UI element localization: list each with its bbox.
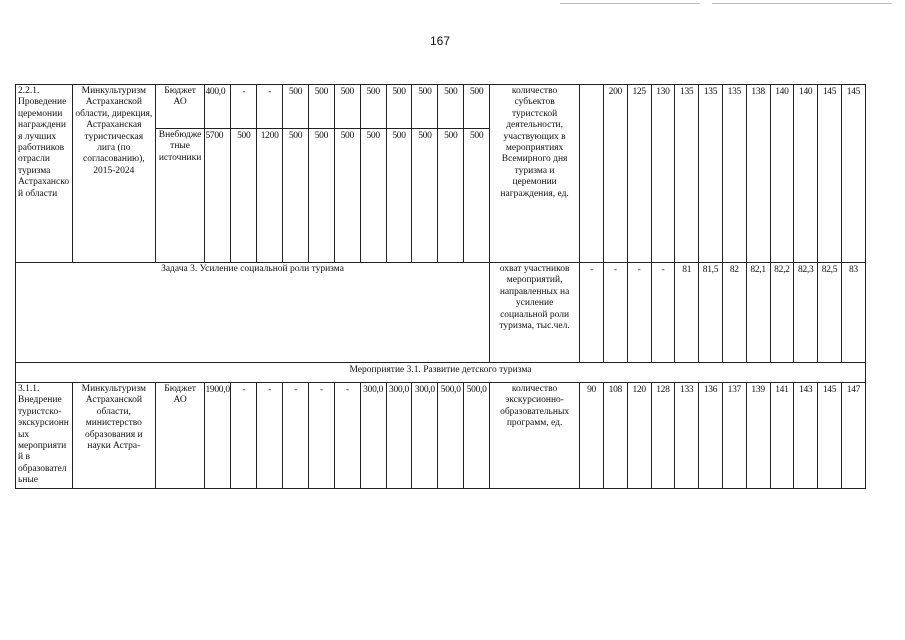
indicator-value: 145 (818, 85, 842, 263)
top-rule-left (560, 3, 700, 4)
indicator-value: 140 (794, 85, 818, 263)
measure-name: 3.1.1. Внедрение туристско-экскурсионных мероприятий в образовательные (16, 383, 73, 489)
indicator-value: 133 (675, 383, 699, 489)
funding-value: 500 (308, 85, 334, 129)
row-2-2-1-budget (16, 85, 866, 129)
row-task-3 (16, 263, 866, 363)
indicator-name: количество экскурсионно-образовательных программ, ед. (490, 383, 580, 489)
funding-value: 500 (438, 85, 464, 129)
indicator-value: 137 (722, 383, 746, 489)
indicator-value: 81 (675, 263, 699, 363)
funding-value: 500 (386, 128, 412, 262)
event-title: Мероприятие 3.1. Развитие детского туризма (16, 363, 866, 383)
executor: Минкультуризм Астраханской области, министерство образования и науки Астра- (72, 383, 155, 489)
funding-value: - (308, 383, 334, 489)
funding-value: - (283, 383, 309, 489)
indicator-value: - (651, 263, 675, 363)
indicator-value: 135 (722, 85, 746, 263)
indicator-value: 108 (603, 383, 627, 489)
indicator-value: 130 (651, 85, 675, 263)
indicator-value: 141 (770, 383, 794, 489)
indicator-value: 81,5 (699, 263, 723, 363)
indicator-value: 120 (627, 383, 651, 489)
funding-value: 500 (283, 85, 309, 129)
funding-value: 5700 (205, 128, 231, 262)
indicator-value: 82,5 (818, 263, 842, 363)
funding-value: 400,0 (205, 85, 231, 129)
funding-value: 500 (360, 128, 386, 262)
indicator-value: 200 (603, 85, 627, 263)
funding-value: 500 (412, 85, 438, 129)
indicator-value: 83 (841, 263, 865, 363)
indicator-value: 140 (770, 85, 794, 263)
indicator-value: 145 (841, 85, 865, 263)
funding-value: 500 (386, 85, 412, 129)
funding-value: 500,0 (464, 383, 490, 489)
page-number: 167 (429, 34, 451, 48)
row-3-1-1 (16, 383, 866, 489)
funding-value: 500 (334, 128, 360, 262)
funding-value: 300,0 (360, 383, 386, 489)
funding-value: 500 (412, 128, 438, 262)
indicator-value: 82 (722, 263, 746, 363)
indicator-value: 135 (699, 85, 723, 263)
indicator-value: 138 (746, 85, 770, 263)
indicator-name: охват участников мероприятий, направленных на усиление социальной роли туризма, тыс.чел. (490, 263, 580, 363)
funding-value: - (231, 383, 257, 489)
funding-value: - (257, 383, 283, 489)
task-title: Задача 3. Усиление социальной роли туризма (16, 263, 490, 363)
indicator-value: 147 (841, 383, 865, 489)
indicator-value: 125 (627, 85, 651, 263)
program-table (15, 84, 866, 489)
indicator-value: 82,3 (794, 263, 818, 363)
funding-value: - (231, 85, 257, 129)
funding-source: Бюджет АО (155, 85, 205, 129)
row-event-3-1 (16, 363, 866, 383)
funding-value: 300,0 (412, 383, 438, 489)
funding-source: Внебюджетные источники (155, 128, 205, 262)
executor: Минкультуризм Астраханской области, дирекция, Астраханская туристическая лига (по согласованию), 2015-2024 (72, 85, 155, 263)
funding-value: 1900,0 (205, 383, 231, 489)
indicator-value: 82,2 (770, 263, 794, 363)
funding-value: 500 (231, 128, 257, 262)
funding-value: 500,0 (438, 383, 464, 489)
indicator-value: 143 (794, 383, 818, 489)
funding-value: 500 (438, 128, 464, 262)
funding-value: - (334, 383, 360, 489)
funding-value: 300,0 (386, 383, 412, 489)
indicator-value: 90 (580, 383, 604, 489)
top-rule-right (712, 3, 892, 4)
funding-value: 500 (308, 128, 334, 262)
indicator-value: - (603, 263, 627, 363)
indicator-value: 136 (699, 383, 723, 489)
funding-source: Бюджет АО (155, 383, 205, 489)
funding-value: 500 (360, 85, 386, 129)
indicator-value: 135 (675, 85, 699, 263)
indicator-value: - (627, 263, 651, 363)
funding-value: 500 (464, 85, 490, 129)
funding-value: 500 (464, 128, 490, 262)
indicator-value: 128 (651, 383, 675, 489)
indicator-value: 145 (818, 383, 842, 489)
indicator-value (580, 85, 604, 263)
measure-name: 2.2.1. Проведение церемонии награждения лучших работников отрасли туризма Астраханской области (16, 85, 73, 263)
funding-value: 500 (283, 128, 309, 262)
funding-value: 500 (334, 85, 360, 129)
indicator-value: - (580, 263, 604, 363)
indicator-value: 82,1 (746, 263, 770, 363)
indicator-value: 139 (746, 383, 770, 489)
funding-value: - (257, 85, 283, 129)
funding-value: 1200 (257, 128, 283, 262)
indicator-name: количество субъектов туристской деятельности, участвующих в мероприятиях Всемирного дня туризма и церемонии награждения, ед. (490, 85, 580, 263)
